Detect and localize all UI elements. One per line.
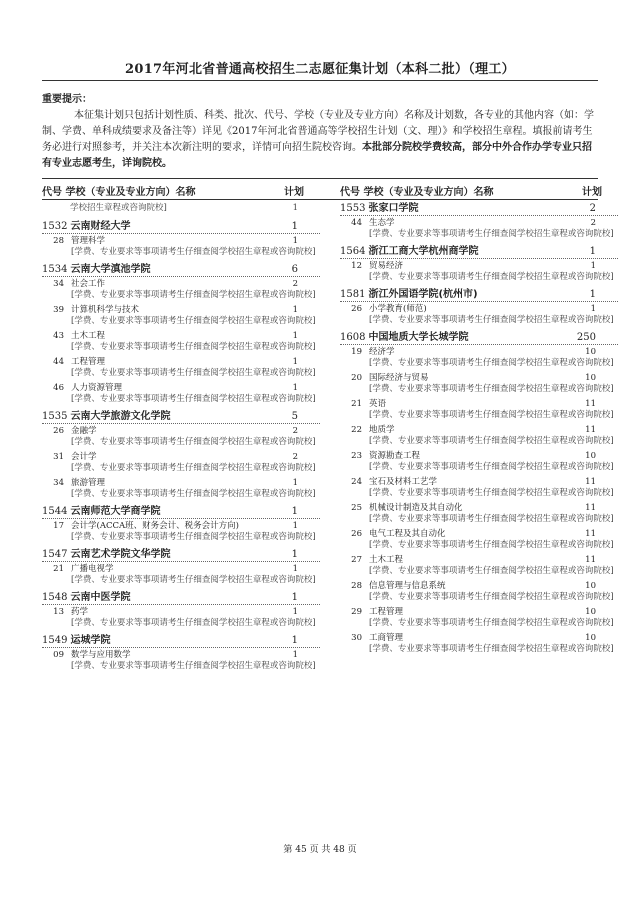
major-code: 09 <box>53 650 64 660</box>
school-code: 1553 <box>340 203 366 214</box>
major-plan-count: 11 <box>585 477 596 487</box>
major-plan-count: 11 <box>585 503 596 513</box>
school-block <box>42 410 320 500</box>
school-code: 1608 <box>340 332 366 343</box>
school-block <box>42 505 320 543</box>
continuation-count: 1 <box>292 203 298 213</box>
major-note: [学费、专业要求等事项请考生仔细查阅学校招生章程或咨询院校] <box>71 290 316 300</box>
major-name: 工程管理 <box>369 607 404 617</box>
major-name: 机械设计制造及其自动化 <box>369 503 463 513</box>
school-code: 1564 <box>340 246 366 257</box>
major-name: 国际经济与贸易 <box>369 373 429 383</box>
major-row <box>42 331 320 353</box>
major-row <box>42 564 320 586</box>
school-plan-count: 1 <box>291 592 298 603</box>
major-row <box>340 261 618 283</box>
major-row <box>340 425 618 447</box>
school-name: 中国地质大学长城学院 <box>368 332 469 343</box>
school-plan-count: 250 <box>576 332 596 343</box>
major-row <box>340 555 618 577</box>
school-divider <box>42 276 320 277</box>
school-plan-count: 1 <box>291 635 298 646</box>
major-plan-count: 2 <box>292 452 298 462</box>
major-row <box>42 383 320 405</box>
major-note: [学费、专业要求等事项请考生仔细查阅学校招生章程或咨询院校] <box>369 566 614 576</box>
major-note: [学费、专业要求等事项请考生仔细查阅学校招生章程或咨询院校] <box>71 463 316 473</box>
major-note: [学费、专业要求等事项请考生仔细查阅学校招生章程或咨询院校] <box>369 229 614 239</box>
major-note: [学费、专业要求等事项请考生仔细查阅学校招生章程或咨询院校] <box>369 514 614 524</box>
right-header-label: 代号 学校（专业及专业方向）名称 <box>340 187 494 198</box>
major-row <box>42 607 320 629</box>
major-plan-count: 2 <box>292 426 298 436</box>
major-row <box>340 373 618 395</box>
major-row <box>340 607 618 629</box>
school-block <box>42 548 320 586</box>
major-code: 21 <box>53 564 64 574</box>
page-footer: 第 45 页 共 48 页 <box>283 845 357 855</box>
major-plan-count: 10 <box>585 607 596 617</box>
major-plan-count: 1 <box>292 521 298 531</box>
left-header-count: 计划 <box>284 187 304 198</box>
school-divider <box>42 647 320 648</box>
major-name: 社会工作 <box>71 279 106 289</box>
major-name: 旅游管理 <box>71 478 106 488</box>
major-note: [学费、专业要求等事项请考生仔细查阅学校招生章程或咨询院校] <box>369 592 614 602</box>
notice-text: 本征集计划只包括计划性质、科类、批次、代号、学校（专业及专业方向）名称及计划数，各专业的其他内容（如：学制、学费、单科成绩要求及备注等）详见《2017年河北省普通高等学校招生计划（文、理）》和学校招生章程。填报前请考生务必进行对照参考，并关注本次新注明的要求，详情可向招生院校咨询。 <box>42 110 594 153</box>
major-row <box>42 650 320 672</box>
major-note: [学费、专业要求等事项请考生仔细查阅学校招生章程或咨询院校] <box>71 575 316 585</box>
school-block <box>340 202 618 240</box>
major-code: 22 <box>351 425 362 435</box>
major-row <box>42 236 320 258</box>
title-rule <box>42 80 598 81</box>
major-row <box>340 347 618 369</box>
major-plan-count: 2 <box>590 218 596 228</box>
school-code: 1549 <box>42 635 68 646</box>
major-name: 土木工程 <box>71 331 106 341</box>
school-code: 1534 <box>42 264 68 275</box>
major-name: 生态学 <box>369 218 395 228</box>
left-header-label: 代号 学校（专业及专业方向）名称 <box>42 187 196 198</box>
major-name: 资源勘查工程 <box>369 451 421 461</box>
major-name: 小学教育(师范) <box>369 304 427 314</box>
major-name: 工商管理 <box>369 633 404 643</box>
school-divider <box>340 258 618 259</box>
school-row <box>340 288 618 302</box>
major-row <box>340 451 618 473</box>
major-name: 宝石及材料工艺学 <box>369 477 438 487</box>
major-row <box>340 218 618 240</box>
major-name: 英语 <box>369 399 387 409</box>
right-column-header <box>340 183 618 198</box>
major-code: 44 <box>53 357 64 367</box>
school-row <box>340 331 618 345</box>
major-name: 药学 <box>71 607 89 617</box>
school-plan-count: 5 <box>291 411 298 422</box>
major-plan-count: 1 <box>292 236 298 246</box>
school-code: 1532 <box>42 221 68 232</box>
major-name: 计算机科学与技术 <box>71 305 140 315</box>
major-note: [学费、专业要求等事项请考生仔细查阅学校招生章程或咨询院校] <box>71 342 316 352</box>
major-note: [学费、专业要求等事项请考生仔细查阅学校招生章程或咨询院校] <box>369 358 614 368</box>
major-plan-count: 1 <box>292 357 298 367</box>
major-name: 经济学 <box>369 347 395 357</box>
major-plan-count: 1 <box>292 383 298 393</box>
major-code: 34 <box>53 279 64 289</box>
major-plan-count: 1 <box>292 331 298 341</box>
major-row <box>340 581 618 603</box>
major-plan-count: 11 <box>585 425 596 435</box>
notice-bold-text: 本批部分院校学费较高，部分中外合作办学专业只招有专业志愿考生，详询院校。 <box>42 142 592 169</box>
major-name: 数学与应用数学 <box>71 650 131 660</box>
major-name: 会计学(ACCA班、财务会计、税务会计方向) <box>71 521 239 531</box>
left-school-list <box>42 220 320 672</box>
major-row <box>42 452 320 474</box>
major-code: 20 <box>351 373 362 383</box>
school-row <box>42 548 320 562</box>
school-row <box>42 505 320 519</box>
school-row <box>340 245 618 259</box>
major-plan-count: 2 <box>292 279 298 289</box>
major-note: [学费、专业要求等事项请考生仔细查阅学校招生章程或咨询院校] <box>369 436 614 446</box>
document-title: 2017年河北省普通高校招生二志愿征集计划（本科二批）（理工） <box>125 62 515 77</box>
major-row <box>42 478 320 500</box>
major-code: 13 <box>53 607 64 617</box>
school-plan-count: 1 <box>589 289 596 300</box>
notice-body <box>42 108 598 172</box>
school-plan-count: 2 <box>589 203 596 214</box>
major-plan-count: 1 <box>292 564 298 574</box>
school-plan-count: 1 <box>291 549 298 560</box>
major-code: 46 <box>53 383 64 393</box>
major-note: [学费、专业要求等事项请考生仔细查阅学校招生章程或咨询院校] <box>71 618 316 628</box>
school-divider <box>42 561 320 562</box>
school-block <box>42 263 320 405</box>
major-row <box>42 357 320 379</box>
header-rule <box>42 199 598 200</box>
school-code: 1547 <box>42 549 68 560</box>
school-plan-count: 1 <box>291 221 298 232</box>
major-name: 广播电视学 <box>71 564 114 574</box>
major-name: 人力资源管理 <box>71 383 123 393</box>
major-note: [学费、专业要求等事项请考生仔细查阅学校招生章程或咨询院校] <box>71 394 316 404</box>
notice-rule <box>42 178 598 179</box>
major-row <box>340 304 618 326</box>
school-code: 1535 <box>42 411 68 422</box>
school-row <box>42 263 320 277</box>
notice-box <box>42 92 598 172</box>
major-plan-count: 1 <box>292 650 298 660</box>
major-row <box>340 633 618 655</box>
major-code: 23 <box>351 451 362 461</box>
major-note: [学费、专业要求等事项请考生仔细查阅学校招生章程或咨询院校] <box>71 368 316 378</box>
major-note: [学费、专业要求等事项请考生仔细查阅学校招生章程或咨询院校] <box>369 618 614 628</box>
major-name: 会计学 <box>71 452 97 462</box>
major-plan-count: 10 <box>585 633 596 643</box>
major-plan-count: 1 <box>292 478 298 488</box>
major-row <box>340 399 618 421</box>
school-name: 浙江外国语学院(杭州市) <box>368 289 478 300</box>
school-block <box>42 634 320 672</box>
major-note: [学费、专业要求等事项请考生仔细查阅学校招生章程或咨询院校] <box>369 315 614 325</box>
major-plan-count: 1 <box>590 304 596 314</box>
major-code: 26 <box>351 304 362 314</box>
school-divider <box>42 423 320 424</box>
school-name: 云南中医学院 <box>70 592 131 603</box>
continuation-text: 学校招生章程或咨询院校] <box>70 203 167 213</box>
major-code: 34 <box>53 478 64 488</box>
school-name: 云南财经大学 <box>70 221 131 232</box>
school-row <box>42 220 320 234</box>
major-note: [学费、专业要求等事项请考生仔细查阅学校招生章程或咨询院校] <box>71 437 316 447</box>
major-code: 25 <box>351 503 362 513</box>
school-divider <box>340 344 618 345</box>
major-name: 地质学 <box>369 425 395 435</box>
school-name: 张家口学院 <box>368 203 419 214</box>
school-divider <box>42 604 320 605</box>
school-divider <box>340 215 618 216</box>
major-name: 管理科学 <box>71 236 106 246</box>
school-block <box>42 591 320 629</box>
major-note: [学费、专业要求等事项请考生仔细查阅学校招生章程或咨询院校] <box>71 316 316 326</box>
major-name: 工程管理 <box>71 357 106 367</box>
major-code: 28 <box>351 581 362 591</box>
major-name: 信息管理与信息系统 <box>369 581 446 591</box>
major-row <box>42 521 320 543</box>
major-code: 12 <box>351 261 362 271</box>
school-name: 浙江工商大学杭州商学院 <box>368 246 479 257</box>
major-plan-count: 1 <box>292 305 298 315</box>
school-plan-count: 6 <box>291 264 298 275</box>
school-divider <box>42 233 320 234</box>
major-code: 31 <box>53 452 64 462</box>
major-code: 26 <box>53 426 64 436</box>
major-plan-count: 1 <box>292 607 298 617</box>
school-name: 云南大学滇池学院 <box>70 264 151 275</box>
major-note: [学费、专业要求等事项请考生仔细查阅学校招生章程或咨询院校] <box>369 462 614 472</box>
major-note: [学费、专业要求等事项请考生仔细查阅学校招生章程或咨询院校] <box>369 540 614 550</box>
major-plan-count: 11 <box>585 399 596 409</box>
major-code: 30 <box>351 633 362 643</box>
major-plan-count: 10 <box>585 581 596 591</box>
right-school-list <box>340 202 618 655</box>
school-row <box>42 591 320 605</box>
major-plan-count: 1 <box>590 261 596 271</box>
school-plan-count: 1 <box>589 246 596 257</box>
major-code: 24 <box>351 477 362 487</box>
school-name: 云南师范大学商学院 <box>70 506 161 517</box>
left-column-header <box>42 183 320 198</box>
major-name: 土木工程 <box>369 555 404 565</box>
school-name: 云南艺术学院文华学院 <box>70 549 171 560</box>
school-code: 1548 <box>42 592 68 603</box>
school-row <box>42 410 320 424</box>
major-note: [学费、专业要求等事项请考生仔细查阅学校招生章程或咨询院校] <box>71 661 316 671</box>
major-code: 27 <box>351 555 362 565</box>
school-row <box>340 202 618 216</box>
school-block <box>340 245 618 283</box>
school-row <box>42 634 320 648</box>
major-note: [学费、专业要求等事项请考生仔细查阅学校招生章程或咨询院校] <box>369 384 614 394</box>
major-note: [学费、专业要求等事项请考生仔细查阅学校招生章程或咨询院校] <box>369 644 614 654</box>
school-block <box>340 288 618 326</box>
school-divider <box>340 301 618 302</box>
major-code: 26 <box>351 529 362 539</box>
right-header-count: 计划 <box>582 187 602 198</box>
major-row <box>42 305 320 327</box>
major-code: 17 <box>53 521 64 531</box>
school-divider <box>42 518 320 519</box>
major-row <box>340 477 618 499</box>
major-code: 28 <box>53 236 64 246</box>
notice-heading: 重要提示： <box>42 94 92 105</box>
continuation-row <box>42 202 320 214</box>
major-plan-count: 11 <box>585 555 596 565</box>
major-name: 电气工程及其自动化 <box>369 529 446 539</box>
major-code: 29 <box>351 607 362 617</box>
major-note: [学费、专业要求等事项请考生仔细查阅学校招生章程或咨询院校] <box>369 410 614 420</box>
major-plan-count: 11 <box>585 529 596 539</box>
major-code: 43 <box>53 331 64 341</box>
major-plan-count: 10 <box>585 373 596 383</box>
school-plan-count: 1 <box>291 506 298 517</box>
major-code: 39 <box>53 305 64 315</box>
major-row <box>42 279 320 301</box>
major-note: [学费、专业要求等事项请考生仔细查阅学校招生章程或咨询院校] <box>71 489 316 499</box>
major-note: [学费、专业要求等事项请考生仔细查阅学校招生章程或咨询院校] <box>71 532 316 542</box>
major-code: 21 <box>351 399 362 409</box>
major-note: [学费、专业要求等事项请考生仔细查阅学校招生章程或咨询院校] <box>369 272 614 282</box>
left-column <box>42 202 320 676</box>
major-code: 44 <box>351 218 362 228</box>
major-note: [学费、专业要求等事项请考生仔细查阅学校招生章程或咨询院校] <box>71 247 316 257</box>
major-note: [学费、专业要求等事项请考生仔细查阅学校招生章程或咨询院校] <box>369 488 614 498</box>
major-name: 贸易经济 <box>369 261 404 271</box>
school-block <box>42 220 320 258</box>
school-code: 1544 <box>42 506 68 517</box>
school-name: 运城学院 <box>70 635 111 646</box>
right-column <box>340 202 618 659</box>
major-name: 金融学 <box>71 426 97 436</box>
school-name: 云南大学旅游文化学院 <box>70 411 171 422</box>
school-code: 1581 <box>340 289 366 300</box>
major-code: 19 <box>351 347 362 357</box>
major-row <box>340 503 618 525</box>
school-block <box>340 331 618 655</box>
major-row <box>42 426 320 448</box>
major-plan-count: 10 <box>585 451 596 461</box>
major-plan-count: 10 <box>585 347 596 357</box>
major-row <box>340 529 618 551</box>
